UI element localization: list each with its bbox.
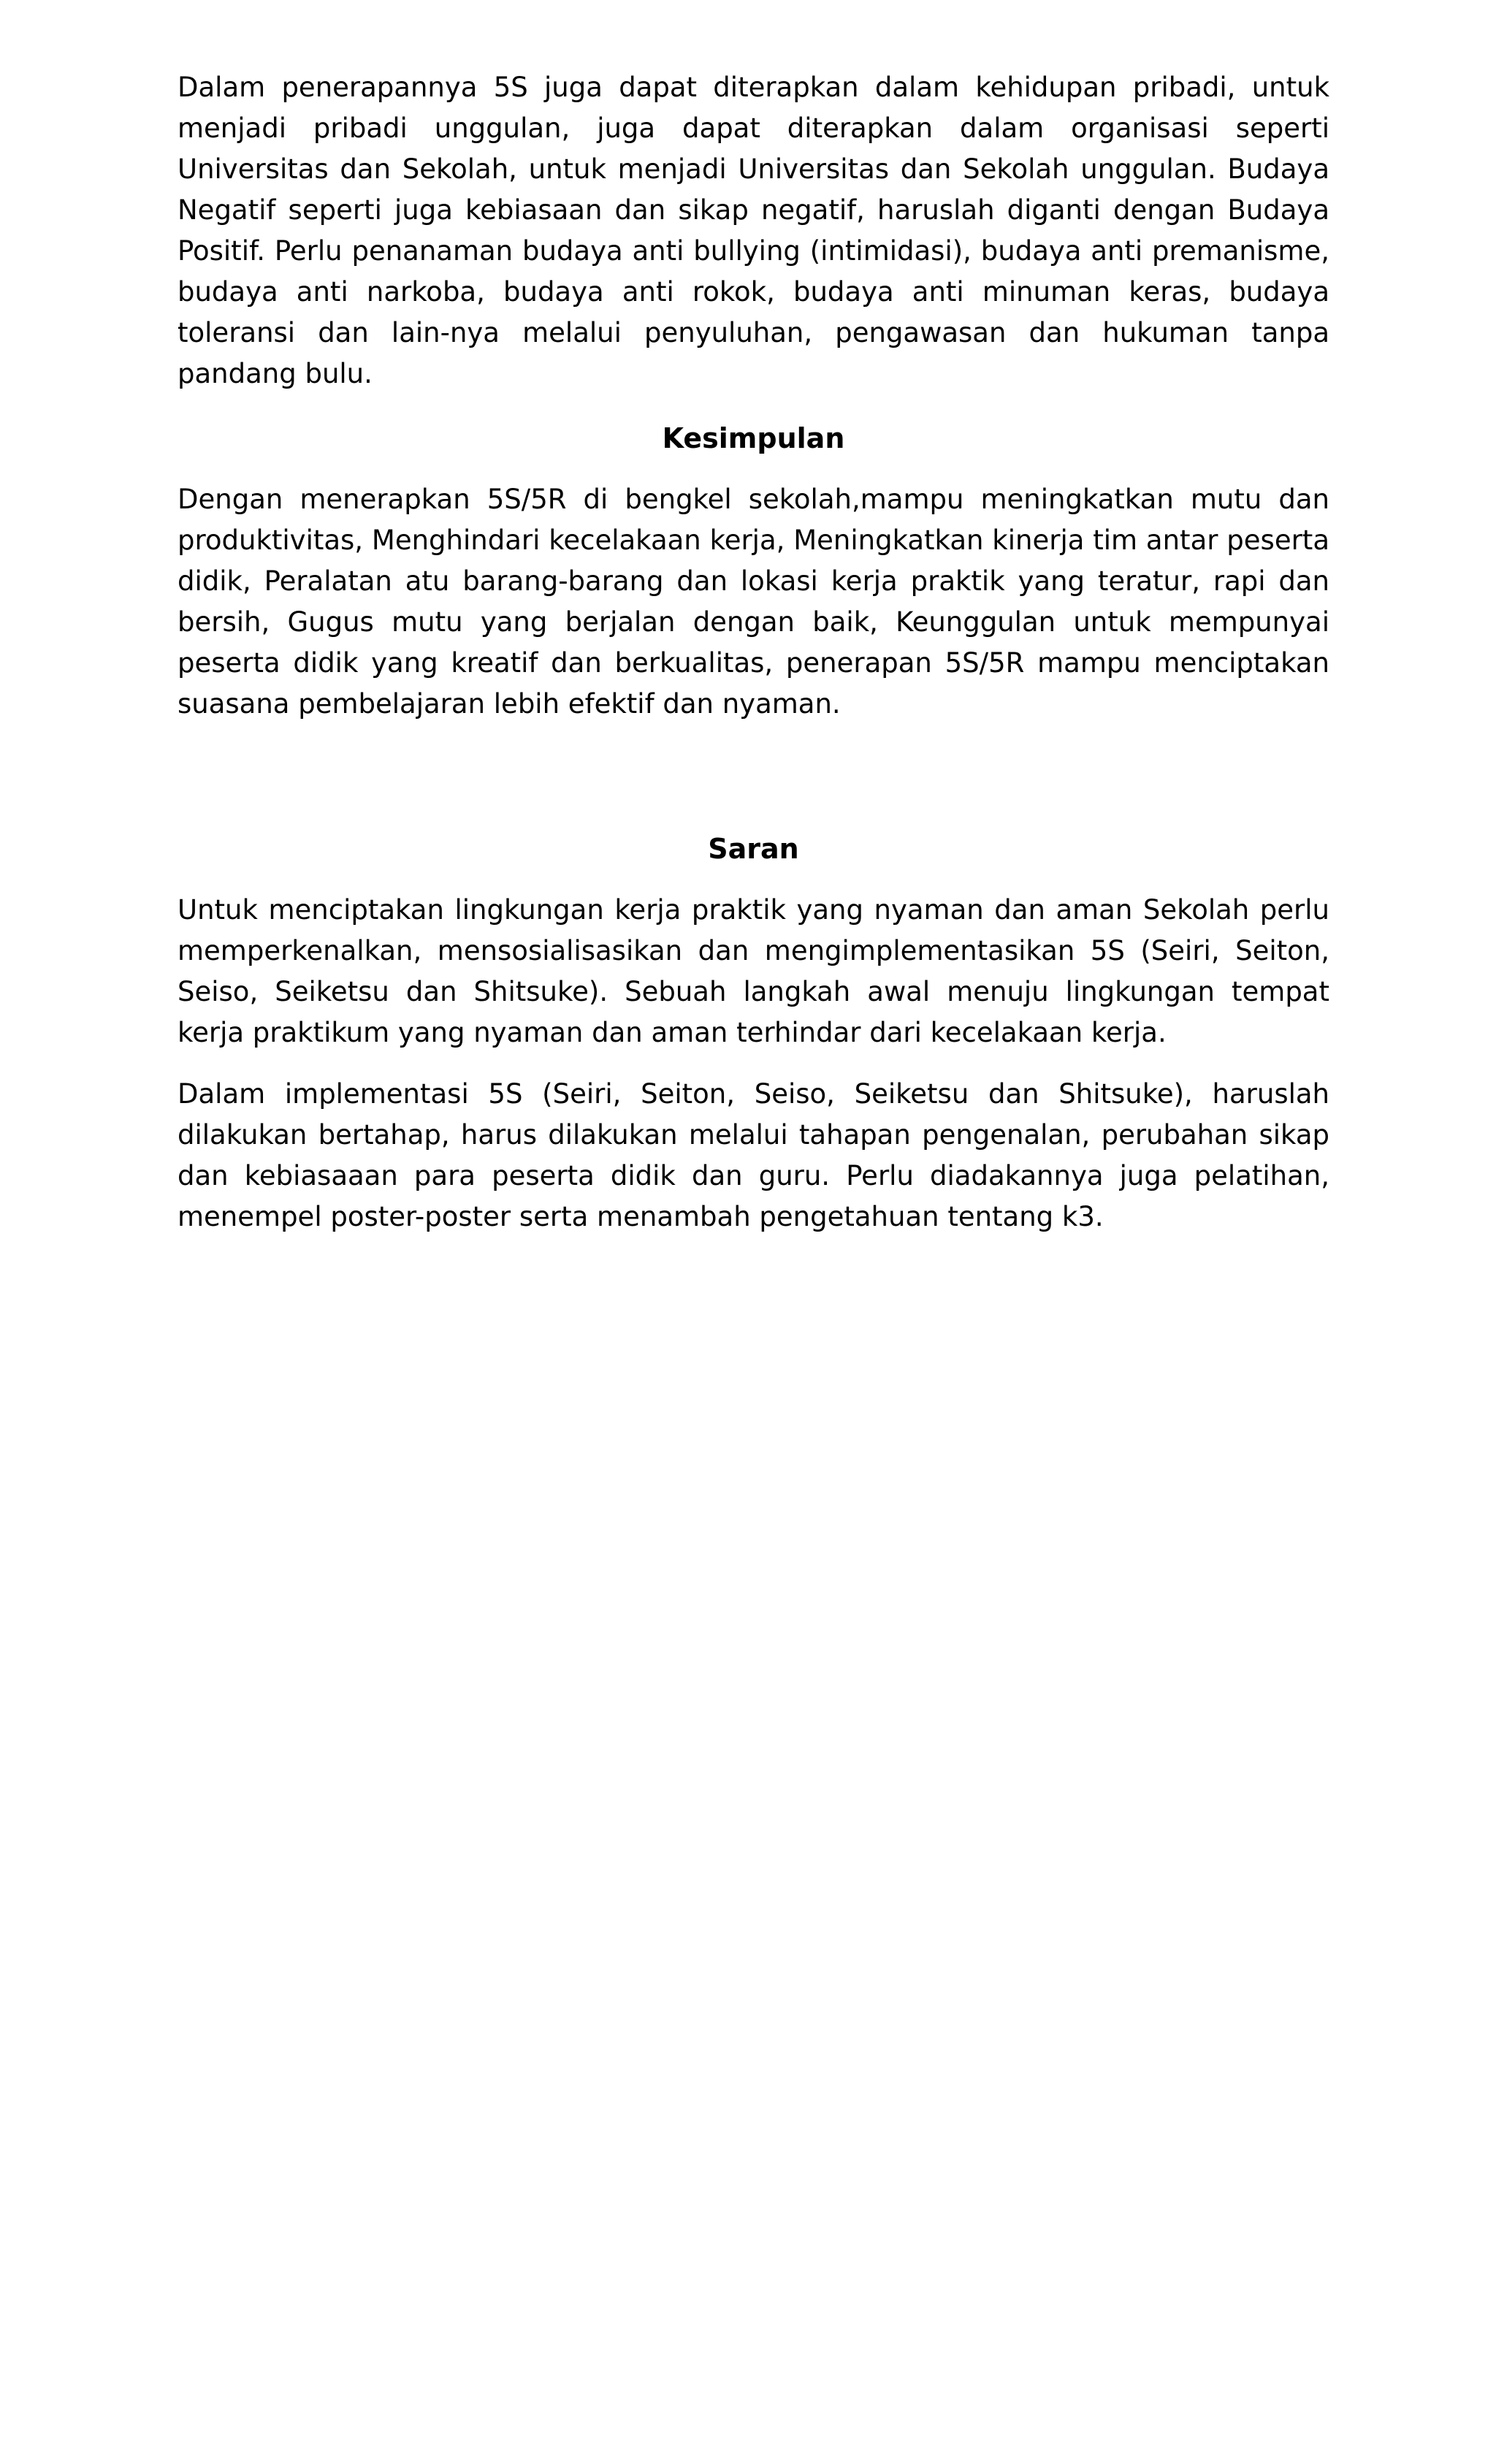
document-page bbox=[178, 67, 1329, 1237]
saran-paragraph-2: Dalam implementasi 5S (Seiri, Seiton, Seiso, Seiketsu dan Shitsuke), haruslah dilakukan bertahap, harus dilakukan melalui tahapan pengenalan, perubahan sikap dan kebiasaaan para peserta didik dan guru. Perlu diadakannya juga pelatihan, menempel poster-poster serta menambah pengetahuan tentang k3. bbox=[178, 1078, 1329, 1232]
saran-paragraph-1: Untuk menciptakan lingkungan kerja praktik yang nyaman dan aman Sekolah perlu memperkenalkan, mensosialisasikan dan mengimplementasikan 5S (Seiri, Seiton, Seiso, Seiketsu dan Shitsuke). Sebuah langkah awal menuju lingkungan tempat kerja praktikum yang nyaman dan aman terhindar dari kecelakaan kerja. bbox=[178, 894, 1329, 1048]
kesimpulan-paragraph: Dengan menerapkan 5S/5R di bengkel sekolah,mampu meningkatkan mutu dan produktivitas, Menghindari kecelakaan kerja, Meningkatkan kinerja tim antar peserta didik, Peralatan atu barang-barang dan lokasi kerja praktik yang teratur, rapi dan bersih, Gugus mutu yang berjalan dengan baik, Keunggulan untuk mempunyai peserta didik yang kreatif dan berkualitas, penerapan 5S/5R mampu menciptakan suasana pembelajaran lebih efektif dan nyaman. bbox=[178, 484, 1329, 720]
kesimpulan-heading: Kesimpulan bbox=[662, 422, 845, 454]
saran-heading: Saran bbox=[708, 833, 799, 865]
intro-paragraph: Dalam penerapannya 5S juga dapat diterapkan dalam kehidupan pribadi, untuk menjadi pribadi unggulan, juga dapat diterapkan dalam organisasi seperti Universitas dan Sekolah, untuk menjadi Universitas dan Sekolah unggulan. Budaya Negatif seperti juga kebiasaan dan sikap negatif, haruslah diganti dengan Budaya Positif. Perlu penanaman budaya anti bullying (intimidasi), budaya anti premanisme, budaya anti narkoba, budaya anti rokok, budaya anti minuman keras, budaya toleransi dan lain-nya melalui penyuluhan, pengawasan dan hukuman tanpa pandang bulu. bbox=[178, 72, 1329, 389]
